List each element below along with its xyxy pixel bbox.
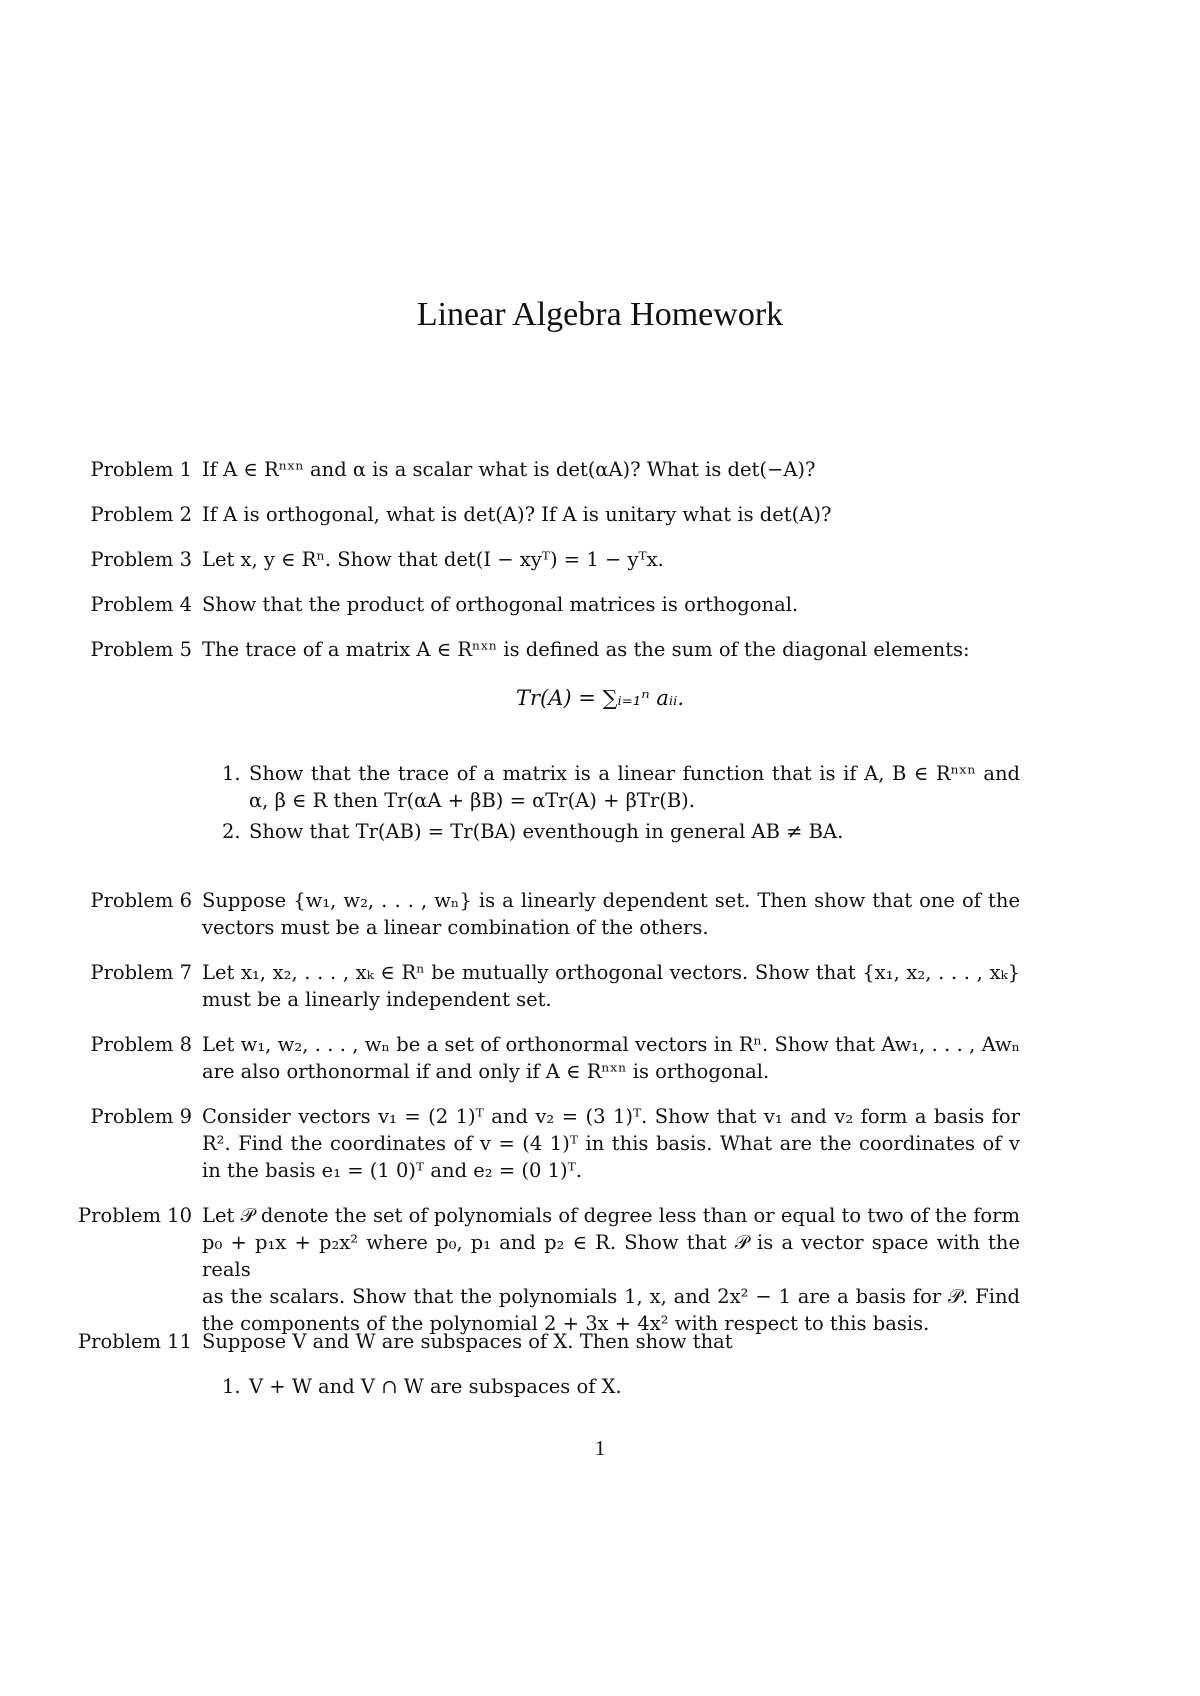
problem-line: are also orthonormal if and only if A ∈ Rⁿˣⁿ is orthogonal.	[202, 1060, 770, 1083]
problem-line: vectors must be a linear combination of the others.	[202, 916, 709, 939]
problem-label: Problem 2	[90, 503, 192, 526]
problem-label: Problem 3	[90, 548, 192, 571]
page-title: Linear Algebra Homework	[416, 296, 784, 333]
sub-item-line: α, β ∈ R then Tr(αA + βB) = αTr(A) + βTr(B).	[249, 789, 695, 812]
problem-label: Problem 11	[78, 1330, 192, 1353]
problem-label: Problem 9	[90, 1105, 192, 1128]
problem-line: Let w₁, w₂, . . . , wₙ be a set of orthonormal vectors in Rⁿ. Show that Aw₁, . . . , Awₙ	[202, 1033, 1020, 1056]
problem-line: must be a linearly independent set.	[202, 988, 552, 1011]
problem-label: Problem 5	[90, 638, 192, 661]
problem-line: p₀ + p₁x + p₂x² where p₀, p₁ and p₂ ∈ R. Show that 𝒫 is a vector space with the reals	[202, 1231, 1020, 1281]
problem-text	[202, 636, 1020, 663]
sub-item-number: 2.	[222, 820, 241, 843]
problem-line: Suppose V and W are subspaces of X. Then show that	[202, 1330, 733, 1353]
sub-item-number: 1.	[222, 762, 241, 785]
problem-line: Consider vectors v₁ = (2 1)ᵀ and v₂ = (3 1)ᵀ. Show that v₁ and v₂ form a basis for	[202, 1105, 1020, 1128]
sub-item-line: Show that Tr(AB) = Tr(BA) eventhough in general AB ≠ BA.	[249, 820, 844, 843]
page-number: 1	[594, 1436, 606, 1460]
problem-line: Show that the product of orthogonal matrices is orthogonal.	[202, 593, 799, 616]
problem-line: in the basis e₁ = (1 0)ᵀ and e₂ = (0 1)ᵀ.	[202, 1159, 582, 1182]
problem-text	[202, 1202, 1020, 1337]
problem-text	[202, 1031, 1020, 1085]
sub-item-line: V + W and V ∩ W are subspaces of X.	[249, 1375, 622, 1398]
problem-line: If A is orthogonal, what is det(A)? If A is unitary what is det(A)?	[202, 503, 832, 526]
problem-line: If A ∈ Rⁿˣⁿ and α is a scalar what is det(αA)? What is det(−A)?	[202, 458, 816, 481]
problem-line: Let 𝒫 denote the set of polynomials of degree less than or equal to two of the form	[202, 1204, 1020, 1227]
sub-item-text	[249, 760, 1020, 814]
sub-item-text	[249, 818, 1020, 845]
sub-item-number: 1.	[222, 1375, 241, 1398]
problem-line: the components of the polynomial 2 + 3x + 4x² with respect to this basis.	[202, 1312, 930, 1335]
problem-label: Problem 4	[90, 593, 192, 616]
problem-text	[202, 1328, 1020, 1355]
problem-line: The trace of a matrix A ∈ Rⁿˣⁿ is defined as the sum of the diagonal elements:	[202, 638, 970, 661]
problem-label: Problem 7	[90, 961, 192, 984]
problem-label: Problem 10	[78, 1204, 192, 1227]
sub-item-text	[249, 1373, 1020, 1400]
problem-text	[202, 456, 1020, 483]
problem-text	[202, 1103, 1020, 1184]
problem-line: R². Find the coordinates of v = (4 1)ᵀ in this basis. What are the coordinates of v	[202, 1132, 1020, 1155]
problem-text	[202, 591, 1020, 618]
trace-formula: Tr(A) = ∑ᵢ₌₁ⁿ aᵢᵢ.	[515, 686, 685, 710]
problem-label: Problem 1	[90, 458, 192, 481]
problem-label: Problem 8	[90, 1033, 192, 1056]
problem-line: Let x, y ∈ Rⁿ. Show that det(I − xyᵀ) = 1 − yᵀx.	[202, 548, 664, 571]
problem-text	[202, 501, 1020, 528]
problem-line: Suppose {w₁, w₂, . . . , wₙ} is a linearly dependent set. Then show that one of the	[202, 889, 1020, 912]
sub-item-line: Show that the trace of a matrix is a linear function that is if A, B ∈ Rⁿˣⁿ and	[249, 762, 1020, 785]
problem-line: Let x₁, x₂, . . . , xₖ ∈ Rⁿ be mutually orthogonal vectors. Show that {x₁, x₂, . . . , xₖ}	[202, 961, 1020, 984]
problem-text	[202, 959, 1020, 1013]
problem-label: Problem 6	[90, 889, 192, 912]
problem-text	[202, 546, 1020, 573]
problem-line: as the scalars. Show that the polynomials 1, x, and 2x² − 1 are a basis for 𝒫. Find	[202, 1285, 1020, 1308]
problem-text	[202, 887, 1020, 941]
